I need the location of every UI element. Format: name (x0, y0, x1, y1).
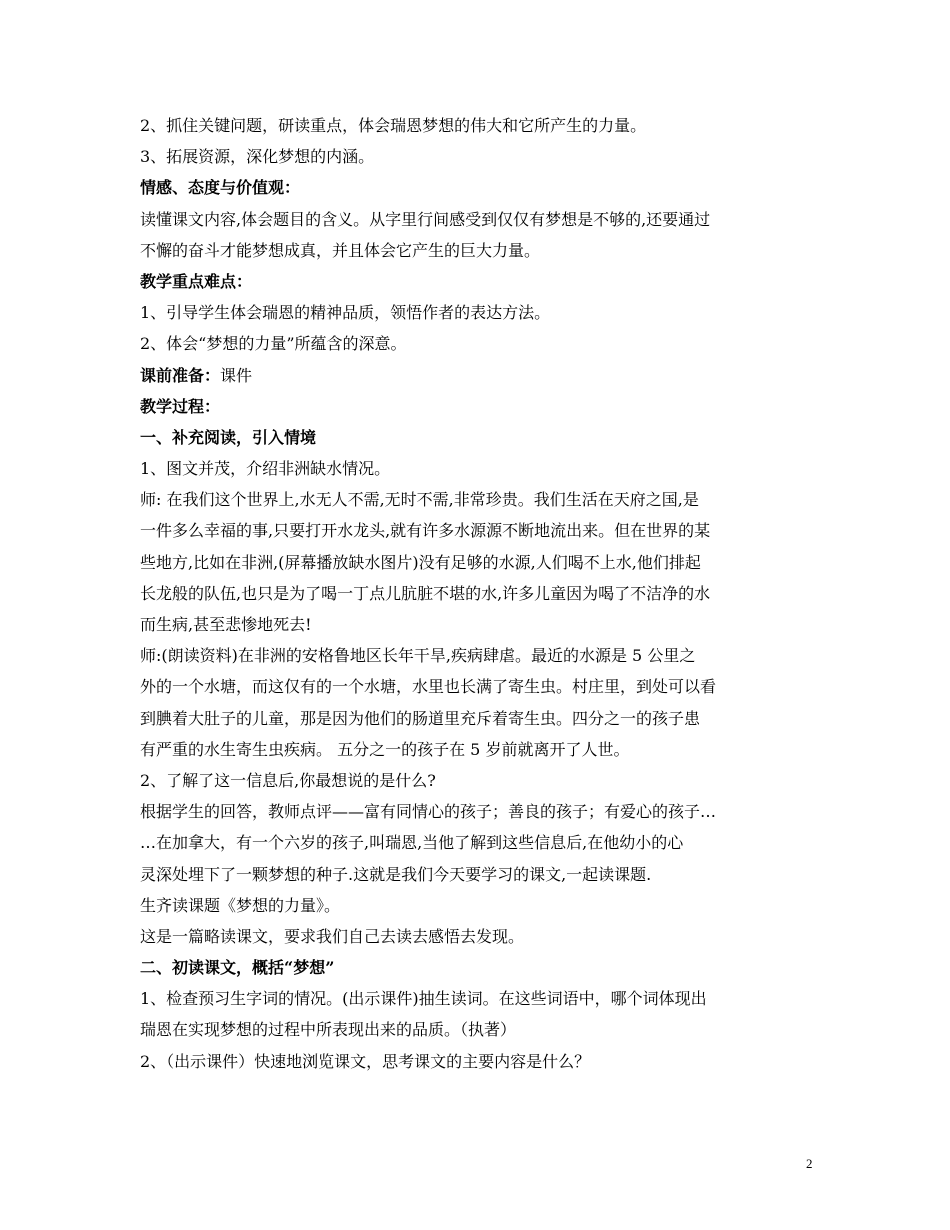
line-text: 1、检查预习生字词的情况。(出示课件)抽生读词。在这些词语中，哪个词体现出 (140, 989, 707, 1009)
line-text: 1、引导学生体会瑞恩的精神品质，领悟作者的表达方法。 (140, 303, 551, 323)
line-text: 读懂课文内容,体会题目的含义。从字里行间感受到仅仅有梦想是不够的,还要通过 (140, 209, 711, 229)
text-line (140, 734, 820, 765)
line-text: 不懈的奋斗才能梦想成真，并且体会它产生的巨大力量。 (140, 240, 541, 260)
line-text: 而生病,甚至悲惨地死去! (140, 615, 312, 634)
text-line (140, 921, 820, 952)
text-line (140, 1046, 820, 1077)
heading-text: 教学重点难点： (140, 271, 253, 291)
text-line (140, 484, 820, 515)
heading-text: 教学过程： (140, 396, 221, 416)
line-text: 3、拓展资源，深化梦想的内涵。 (140, 147, 375, 167)
heading-text: 课前准备： (140, 365, 221, 385)
text-line (140, 765, 820, 796)
text-line (140, 1014, 820, 1045)
line-text: 一件多么幸福的事,只要打开水龙头,就有许多水源源不断地流出来。但在世界的某 (140, 521, 711, 541)
line-text: 生齐读课题《梦想的力量》。 (140, 895, 341, 915)
text-line (140, 859, 820, 890)
text-line (140, 703, 820, 734)
page-number: 2 (806, 1156, 813, 1171)
text-line (140, 983, 820, 1014)
heading-text: 二、初读课文，概括“梦想” (140, 958, 335, 978)
heading-value: 课件 (220, 365, 253, 385)
document-body (140, 110, 820, 1077)
line-text: 瑞恩在实现梦想的过程中所表现出来的品质。（执著） (140, 1020, 517, 1040)
text-line (140, 827, 820, 858)
section-heading (140, 952, 820, 983)
text-line (140, 890, 820, 921)
text-line (140, 578, 820, 609)
line-text: 1、图文并茂，介绍非洲缺水情况。 (140, 459, 391, 479)
text-line (140, 204, 820, 235)
line-text: 师: 在我们这个世界上,水无人不需,无时不需,非常珍贵。我们生活在天府之国,是 (140, 490, 699, 510)
text-line (140, 515, 820, 546)
line-text: …在加拿大，有一个六岁的孩子,叫瑞恩,当他了解到这些信息后,在他幼小的心 (140, 833, 684, 853)
line-text: 灵深处埋下了一颗梦想的种子.这就是我们今天要学习的课文,一起读课题. (140, 864, 652, 884)
section-heading (140, 391, 820, 422)
section-heading (140, 172, 820, 203)
line-text: 2、抓住关键问题，研读重点，体会瑞恩梦想的伟大和它所产生的力量。 (140, 116, 647, 135)
text-line (140, 141, 820, 172)
line-text: 些地方,比如在非洲,(屏幕播放缺水图片)没有足够的水源,人们喝不上水,他们排起 (140, 552, 701, 572)
text-line (140, 297, 820, 328)
heading-text: 情感、态度与价值观： (140, 178, 301, 198)
text-line (140, 235, 820, 266)
line-text: 根据学生的回答，教师点评——富有同情心的孩子；善良的孩子；有爱心的孩子… (140, 802, 717, 822)
text-line (140, 453, 820, 484)
line-text: 到腆着大肚子的儿童，那是因为他们的肠道里充斥着寄生虫。四分之一的孩子患 (140, 708, 701, 728)
text-line (140, 640, 820, 671)
line-text: 有严重的水生寄生虫疾病。 五分之一的孩子在 5 岁前就离开了人世。 (140, 739, 630, 759)
heading-text: 一、补充阅读，引入情境 (140, 427, 317, 447)
line-text: 2、体会“梦想的力量”所蕴含的深意。 (140, 334, 407, 354)
line-text: 2、了解了这一信息后,你最想说的是什么? (140, 770, 436, 790)
section-heading (140, 266, 820, 297)
text-line (140, 796, 820, 827)
text-line (140, 328, 820, 359)
line-text: 长龙般的队伍,也只是为了喝一丁点儿肮脏不堪的水,许多儿童因为喝了不洁净的水 (140, 583, 711, 603)
line-text: 2、（出示课件）快速地浏览课文，思考课文的主要内容是什么？ (140, 1051, 591, 1071)
text-line (140, 110, 820, 141)
section-heading (140, 422, 820, 453)
line-text: 外的一个水塘，而这仅有的一个水塘，水里也长满了寄生虫。村庄里，到处可以看 (140, 677, 717, 697)
line-text: 这是一篇略读课文，要求我们自己去读去感悟去发现。 (140, 926, 525, 946)
text-line (140, 671, 820, 702)
text-line (140, 609, 820, 640)
line-text: 师:(朗读资料)在非洲的安格鲁地区长年干旱,疾病肆虐。最近的水源是 5 公里之 (140, 646, 696, 666)
text-line (140, 547, 820, 578)
section-heading (140, 360, 820, 391)
